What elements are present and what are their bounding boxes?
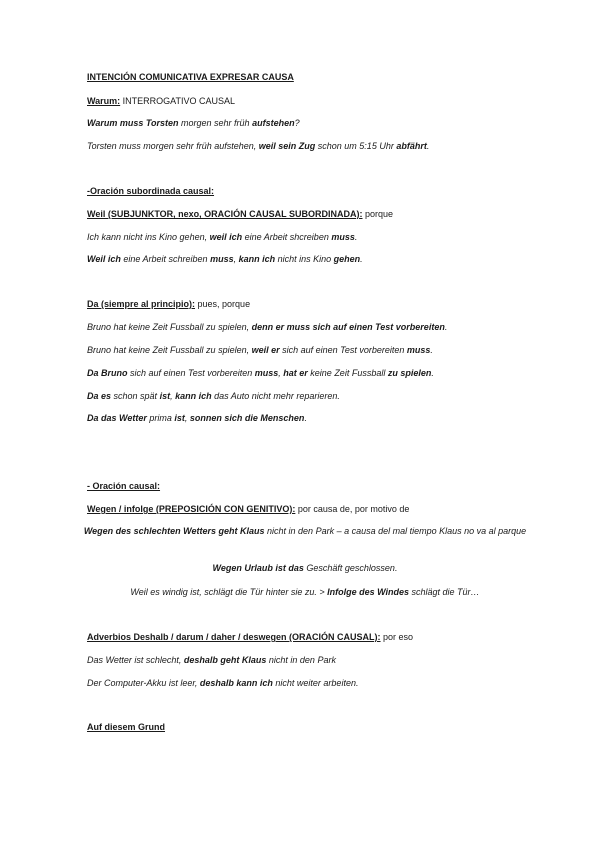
text-bold: Da das Wetter xyxy=(87,413,147,423)
wegen-label: Wegen / infolge (PREPOSICIÓN CON GENITIVO): xyxy=(87,504,296,514)
warum-answer xyxy=(87,141,527,152)
text: ? xyxy=(294,118,300,128)
da-example-4 xyxy=(87,391,527,402)
da-label: Da (siempre al principio): xyxy=(87,299,196,309)
text-bold: Da es xyxy=(87,391,112,401)
weil-label: Weil (SUBJUNKTOR, nexo, ORACIÓN CAUSAL SUBORDINADA): xyxy=(87,209,363,219)
text: nicht in den Park – a causa del mal tiempo Klaus no va al parque xyxy=(264,526,527,536)
text-bold: deshalb kann ich xyxy=(199,678,273,688)
wegen-rest: por causa de, por motivo de xyxy=(295,504,410,514)
adverbios-example-2 xyxy=(87,678,527,689)
text: . xyxy=(444,322,448,332)
text-bold: sonnen sich die Menschen xyxy=(189,413,305,423)
text-bold: muss xyxy=(254,368,279,378)
adverbios-rest: por eso xyxy=(380,632,414,642)
weil-rest: porque xyxy=(362,209,394,219)
wegen-example-3 xyxy=(80,587,530,598)
text-bold: ist xyxy=(174,413,185,423)
text-bold: Weil ich xyxy=(87,254,121,264)
text: keine Zeit Fussball xyxy=(307,368,388,378)
text-bold: muss xyxy=(406,345,431,355)
text-bold: weil er xyxy=(251,345,280,355)
weil-example-2 xyxy=(87,254,527,265)
adverbios-label: Adverbios Deshalb / darum / daher / deswegen (ORACIÓN CAUSAL): xyxy=(87,632,381,642)
warum-rest: INTERROGATIVO CAUSAL xyxy=(120,96,236,106)
text: Weil es windig ist, schlägt die Tür hinter sie zu. > xyxy=(130,587,328,597)
text-bold: ist xyxy=(159,391,171,401)
wegen-heading xyxy=(87,504,527,515)
text: morgen sehr früh xyxy=(178,118,253,128)
warum-label: Warum: xyxy=(87,96,121,106)
text-bold: zu spielen xyxy=(387,368,432,378)
text: . xyxy=(360,254,363,264)
causal-heading: - Oración causal: xyxy=(87,481,161,491)
text: Das Wetter ist schlecht, xyxy=(87,655,184,665)
da-rest: pues, porque xyxy=(195,299,251,309)
text-bold: weil ich xyxy=(209,232,243,242)
text: . xyxy=(430,345,433,355)
text: schon spät xyxy=(111,391,160,401)
text: Der Computer-Akku ist leer, xyxy=(87,678,200,688)
text: prima xyxy=(146,413,175,423)
da-heading xyxy=(87,299,527,310)
text-bold: Warum muss Torsten xyxy=(87,118,179,128)
text-bold: Wegen des schlechten Wetters geht Klaus xyxy=(83,526,265,536)
text-bold: deshalb geht Klaus xyxy=(183,655,267,665)
text: Torsten muss morgen sehr früh aufstehen, xyxy=(87,141,259,151)
text: eine Arbeit shcreiben xyxy=(242,232,332,242)
wegen-example-1 xyxy=(80,526,530,537)
text-bold: Infolge des Windes xyxy=(327,587,410,597)
text: . xyxy=(426,141,430,151)
wegen-example-2 xyxy=(80,563,530,574)
text: Bruno hat keine Zeit Fussball zu spielen, xyxy=(87,322,252,332)
text: das Auto nicht mehr reparieren. xyxy=(211,391,340,401)
text: Ich kann nicht ins Kino gehen, xyxy=(87,232,210,242)
warum-question xyxy=(87,118,527,129)
weil-example-1 xyxy=(87,232,527,243)
text-bold: muss xyxy=(331,232,355,242)
text: schlägt die Tür… xyxy=(409,587,480,597)
text: , xyxy=(184,413,190,423)
text: nicht ins Kino xyxy=(275,254,334,264)
text: Bruno hat keine Zeit Fussball zu spielen, xyxy=(87,345,252,355)
text-bold: kann ich xyxy=(175,391,212,401)
weil-heading xyxy=(87,209,527,220)
adverbios-example-1 xyxy=(87,655,527,666)
da-example-3 xyxy=(87,368,527,379)
warum-heading xyxy=(87,96,527,107)
text-bold: aufstehen xyxy=(252,118,295,128)
text: , xyxy=(278,368,284,378)
text-bold: Wegen Urlaub ist das xyxy=(212,563,304,573)
text: . xyxy=(304,413,307,423)
da-example-5 xyxy=(87,413,527,424)
text-bold: muss xyxy=(210,254,234,264)
text-bold: gehen xyxy=(333,254,361,264)
text-bold: denn er muss sich auf einen Test vorbereiten xyxy=(251,322,445,332)
text-bold: Da Bruno xyxy=(87,368,128,378)
subordinate-heading: -Oración subordinada causal: xyxy=(87,186,215,196)
adverbios-heading xyxy=(87,632,527,643)
doc-title: INTENCIÓN COMUNICATIVA EXPRESAR CAUSA xyxy=(87,72,294,82)
text: . xyxy=(354,232,358,242)
da-example-1 xyxy=(87,322,527,333)
text: , xyxy=(170,391,176,401)
text-bold: weil sein Zug xyxy=(258,141,316,151)
text: . xyxy=(431,368,434,378)
text: schon um 5:15 Uhr xyxy=(315,141,397,151)
text: sich auf einen Test vorbereiten xyxy=(127,368,255,378)
text: , xyxy=(233,254,239,264)
da-example-2 xyxy=(87,345,527,356)
text-bold: kann ich xyxy=(238,254,276,264)
text: Geschäft geschlossen. xyxy=(303,563,398,573)
text: nicht in den Park xyxy=(266,655,336,665)
text-bold: abfährt xyxy=(396,141,427,151)
footer-heading: Auf diesem Grund xyxy=(87,722,166,732)
text: sich auf einen Test vorbereiten xyxy=(279,345,407,355)
text-bold: hat er xyxy=(283,368,308,378)
text: eine Arbeit schreiben xyxy=(120,254,211,264)
text: nicht weiter arbeiten. xyxy=(272,678,359,688)
